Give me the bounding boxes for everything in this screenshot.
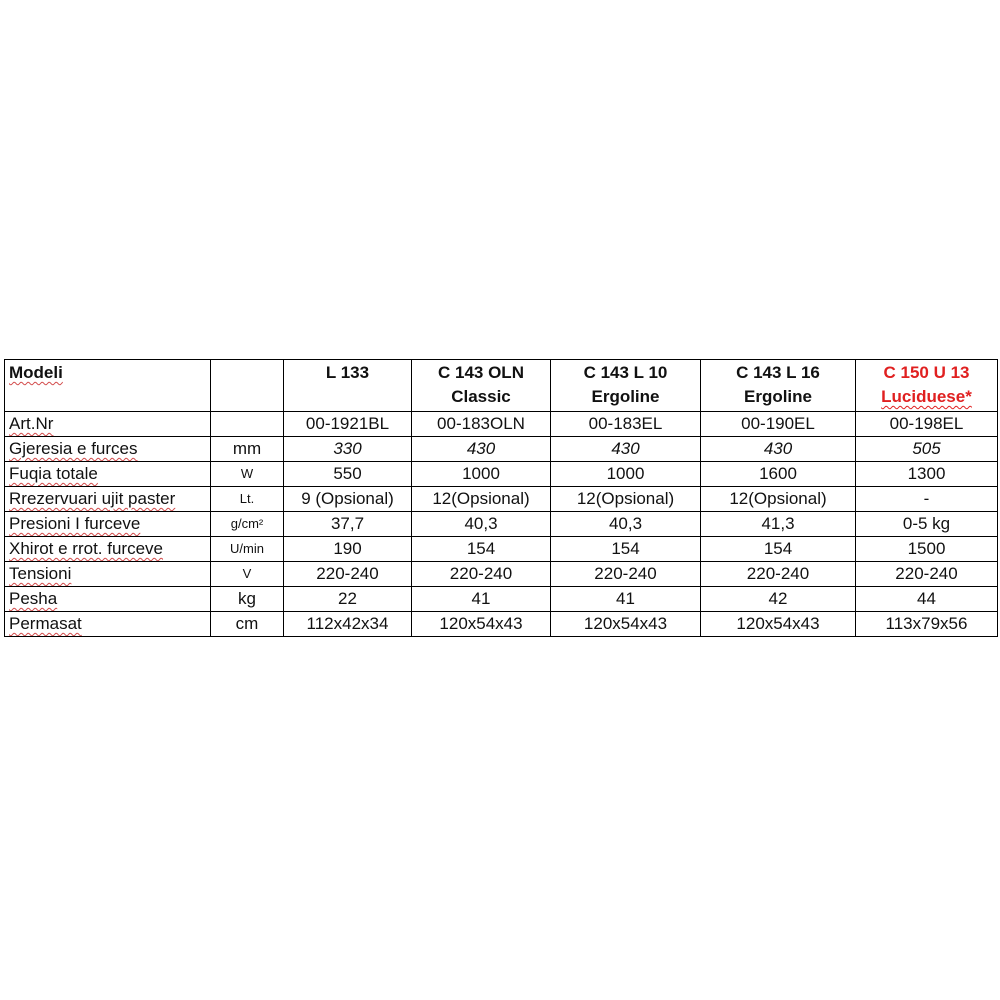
model-header	[412, 360, 551, 412]
table-cell: 120x54x43	[412, 612, 551, 637]
spec-row-dimensions	[5, 612, 998, 637]
table-cell: 430	[701, 437, 856, 462]
table-cell: 40,3	[551, 512, 701, 537]
table-cell: 430	[551, 437, 701, 462]
row-unit: cm	[211, 612, 284, 637]
table-cell: 42	[701, 587, 856, 612]
table-cell: 154	[551, 537, 701, 562]
row-unit: mm	[211, 437, 284, 462]
row-unit: kg	[211, 587, 284, 612]
row-unit: W	[211, 462, 284, 487]
row-label: Art.Nr	[5, 412, 211, 437]
table-cell: 40,3	[412, 512, 551, 537]
table-cell: 220-240	[856, 562, 998, 587]
row-label: Tensioni	[5, 562, 211, 587]
table-cell: 22	[284, 587, 412, 612]
spec-table	[4, 359, 998, 637]
table-cell: 12(Opsional)	[701, 487, 856, 512]
table-cell: 120x54x43	[551, 612, 701, 637]
model-header	[551, 360, 701, 412]
table-cell: 1600	[701, 462, 856, 487]
table-cell: 12(Opsional)	[412, 487, 551, 512]
spec-row-power	[5, 462, 998, 487]
table-cell: 220-240	[701, 562, 856, 587]
row-label: Fuqia totale	[5, 462, 211, 487]
model-variant: Classic	[451, 387, 511, 406]
model-name: C 143 L 16	[736, 363, 820, 382]
table-cell: 1300	[856, 462, 998, 487]
spec-row-rpm	[5, 537, 998, 562]
header-label: Modeli	[5, 360, 211, 412]
row-unit: g/cm²	[211, 512, 284, 537]
table-cell: -	[856, 487, 998, 512]
table-cell: 330	[284, 437, 412, 462]
table-cell: 220-240	[284, 562, 412, 587]
table-cell: 41	[551, 587, 701, 612]
table-cell: 41,3	[701, 512, 856, 537]
table-cell: 00-183OLN	[412, 412, 551, 437]
table-cell: 430	[412, 437, 551, 462]
table-cell: 00-190EL	[701, 412, 856, 437]
table-cell: 1500	[856, 537, 998, 562]
table-cell: 154	[701, 537, 856, 562]
row-unit	[211, 412, 284, 437]
row-label: Gjeresia e furces	[5, 437, 211, 462]
spec-row-weight	[5, 587, 998, 612]
header-row	[5, 360, 998, 412]
header-unit	[211, 360, 284, 412]
table-cell: 505	[856, 437, 998, 462]
table-cell: 00-183EL	[551, 412, 701, 437]
table-cell: 12(Opsional)	[551, 487, 701, 512]
row-unit: U/min	[211, 537, 284, 562]
row-label: Presioni I furceve	[5, 512, 211, 537]
spec-row-tank	[5, 487, 998, 512]
table-cell: 113x79x56	[856, 612, 998, 637]
model-name: C 150 U 13	[883, 363, 970, 382]
spec-row-pressure	[5, 512, 998, 537]
spec-row-art-nr	[5, 412, 998, 437]
model-name: L 133	[325, 363, 370, 382]
table-cell: 220-240	[412, 562, 551, 587]
model-name: C 143 OLN	[438, 363, 524, 382]
table-cell: 9 (Opsional)	[284, 487, 412, 512]
table-cell: 112x42x34	[284, 612, 412, 637]
table-cell: 00-198EL	[856, 412, 998, 437]
row-unit: V	[211, 562, 284, 587]
row-unit: Lt.	[211, 487, 284, 512]
model-header	[701, 360, 856, 412]
spec-row-voltage	[5, 562, 998, 587]
row-label: Xhirot e rrot. furceve	[5, 537, 211, 562]
table-cell: 190	[284, 537, 412, 562]
table-cell: 550	[284, 462, 412, 487]
table-cell: 00-1921BL	[284, 412, 412, 437]
table-cell: 0-5 kg	[856, 512, 998, 537]
table-cell: 44	[856, 587, 998, 612]
model-name: C 143 L 10	[583, 363, 668, 382]
row-label: Permasat	[5, 612, 211, 637]
table-cell: 37,7	[284, 512, 412, 537]
table-cell: 1000	[412, 462, 551, 487]
table-cell: 41	[412, 587, 551, 612]
table-cell: 154	[412, 537, 551, 562]
model-variant: Ergoline	[743, 387, 812, 406]
model-variant: Luciduese*	[881, 387, 972, 406]
table-cell: 120x54x43	[701, 612, 856, 637]
model-variant: Ergoline	[591, 387, 660, 406]
row-label: Rrezervuari ujit paster	[5, 487, 211, 512]
row-label: Pesha	[5, 587, 211, 612]
model-header	[284, 360, 412, 412]
spec-row-width	[5, 437, 998, 462]
model-header-highlighted	[856, 360, 998, 412]
table-cell: 1000	[551, 462, 701, 487]
table-cell: 220-240	[551, 562, 701, 587]
